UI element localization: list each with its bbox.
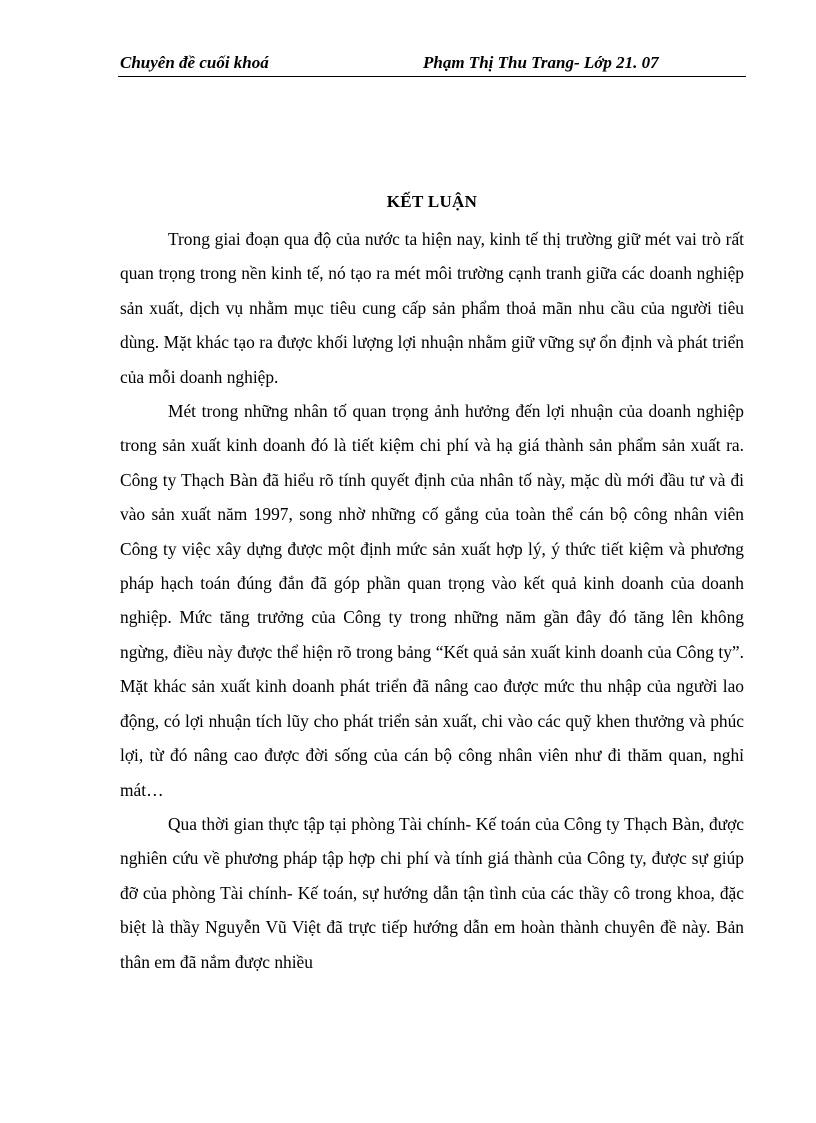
page-header	[118, 52, 746, 77]
paragraph-1: Trong giai đoạn qua độ của nước ta hiện nay, kinh tế thị trường giữ mét vai trò rất quan trọng trong nền kinh tế, nó tạo ra mét môi trường cạnh tranh giữa các doanh nghiệp sản xuất, dịch vụ nhằm mục tiêu cung cấp sản phẩm thoả mãn nhu cầu của người tiêu dùng. Mặt khác tạo ra được khối lượng lợi nhuận nhằm giữ vững sự ổn định và phát triển của mỗi doanh nghiệp.	[120, 229, 744, 387]
header-left-text: Chuyên đề cuối khoá	[120, 53, 269, 72]
paragraph-3: Qua thời gian thực tập tại phòng Tài chính- Kế toán của Công ty Thạch Bàn, được nghiên cứu về phương pháp tập hợp chi phí và tính giá thành của Công ty, được sự giúp đỡ của phòng Tài chính- Kế toán, sự hướng dẫn tận tình của các thầy cô trong khoa, đặc biệt là thầy Nguyễn Vũ Việt đã trực tiếp hướng dẫn em hoàn thành chuyên đề này. Bản thân em đã nắm được nhiều	[120, 813, 744, 972]
body-text	[120, 222, 744, 979]
paragraph-2: Mét trong những nhân tố quan trọng ảnh hưởng đến lợi nhuận của doanh nghiệp trong sản xuất kinh doanh đó là tiết kiệm chi phí và hạ giá thành sản phẩm sản xuất ra. Công ty Thạch Bàn đã hiểu rõ tính quyết định của nhân tố này, mặc dù mới đầu tư và đi vào sản xuất năm 1997, song nhờ những cố gắng của toàn thể cán bộ công nhân viên Công ty việc xây dựng được một định mức sản xuất hợp lý, ý thức tiết kiệm và phương pháp hạch toán đúng đắn đã góp phần quan trọng vào kết quả kinh doanh của doanh nghiệp. Mức tăng trưởng của Công ty trong những năm gần đây đó tăng lên không ngừng, điều này được thể hiện rõ trong bảng “Kết quả sản xuất kinh doanh của Công ty”. Mặt khác sản xuất kinh doanh phát triển đã nâng cao được mức thu nhập của người lao động, có lợi nhuận tích lũy cho phát triển sản xuất, chi vào các quỹ khen thưởng và phúc lợi, từ đó nâng cao được đời sống của cán bộ công nhân viên như đi thăm quan, nghỉ mát…	[120, 401, 744, 800]
section-title: KẾT LUẬN	[386, 192, 478, 211]
header-right-text: Phạm Thị Thu Trang- Lớp 21. 07	[423, 53, 659, 72]
